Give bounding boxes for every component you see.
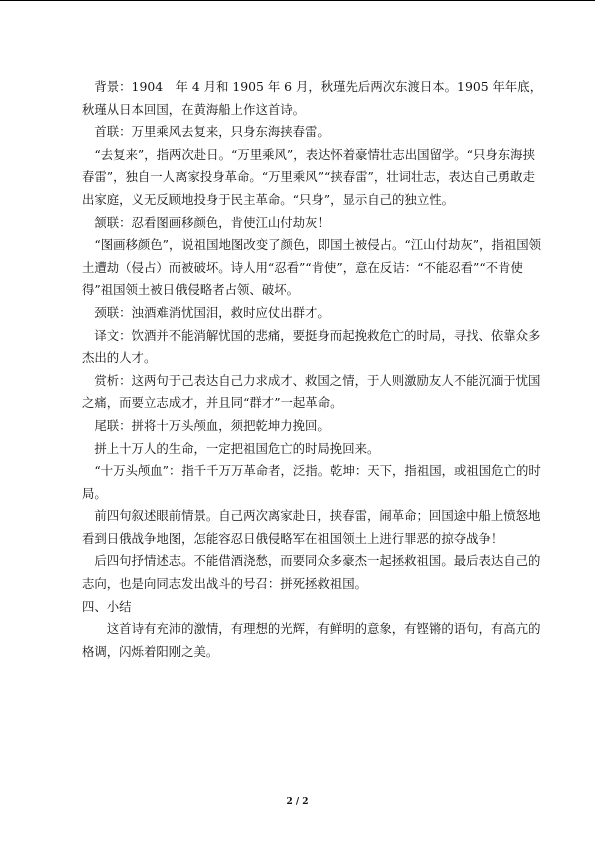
- appreciation-paragraph: 赏析：这两句于己表达自己力求成才、救国之情，于人则激励友人不能沉湎于忧国之痛，而要立志成才，并且同“群才”一起革命。: [82, 372, 541, 411]
- background-paragraph: 背景：1904 年 4 月和 1905 年 6 月，秋瑾先后两次东渡日本。1905 年年底，秋瑾从日本回国，在黄海船上作这首诗。: [82, 79, 543, 117]
- first-couplet-paragraph: 首联：万里乘风去复来，只身东海挟春雷。: [94, 124, 330, 140]
- second-couplet-paragraph: 颔联：忍看图画移颜色，肯使江山付劫灰！: [94, 214, 330, 230]
- page-number: 2 / 2: [286, 797, 309, 807]
- second-couplet-explanation: “图画移颜色”，说祖国地图改变了颜色，即国土被侵占。“江山付劫灰”，指祖国领土遭劫（侵占）而被破坏。诗人用“忍看”“肯使”，意在反诘：“不能忍看”“不肯使得”祖国领土被日俄侵略者占领、破坏。: [82, 237, 542, 298]
- first-four-lines-analysis: 前四句叙述眼前情景。自己两次离家赴日，挟春雷，闹革命；回国途中船上愤怒地看到日俄战争地图，怎能容忍日俄侵略军在祖国领土上进行罪恶的掠夺战争！: [82, 508, 541, 546]
- summary-heading: 四、小结: [82, 598, 132, 614]
- last-four-lines-analysis: 后四句抒情述志。不能借酒浇愁，而要同众多豪杰一起拯救祖国。最后表达自己的志向，也是向同志发出战斗的号召：拼死拯救祖国。: [82, 553, 541, 592]
- third-couplet-paragraph: 颈联：浊酒难消忧国泪，救时应仗出群才。: [94, 304, 330, 320]
- last-couplet-translation: 拼上十万人的生命，一定把祖国危亡的时局挽回来。: [94, 440, 380, 456]
- summary-paragraph: 这首诗有充沛的激情，有理想的光辉，有鲜明的意象，有铿锵的语句，有高亢的格调，闪烁着阳刚之美。: [82, 621, 541, 659]
- first-couplet-explanation: “去复来”，指两次赴日。“万里乘风”，表达怀着豪情壮志出国留学。“只身东海挟春雷”，独自一人离家投身革命。“万里乘风”“挟春雷”，壮词壮志，表达自己勇敢走出家庭，义无反顾地投身于民主革命。“只身”，显示自己的独立性。: [82, 146, 535, 207]
- translation-paragraph: 译文：饮酒并不能消解忧国的悲痛，要挺身而起挽救危亡的时局，寻找、依靠众多杰出的人才。: [82, 327, 541, 366]
- last-couplet-paragraph: 尾联：拼将十万头颅血，须把乾坤力挽回。: [94, 417, 330, 433]
- last-couplet-notes: “十万头颅血”：指千千万万革命者，泛指。乾坤：天下，指祖国，或祖国危亡的时局。: [82, 463, 541, 501]
- document-body: [82, 76, 544, 663]
- header-rule: [0, 0, 595, 1]
